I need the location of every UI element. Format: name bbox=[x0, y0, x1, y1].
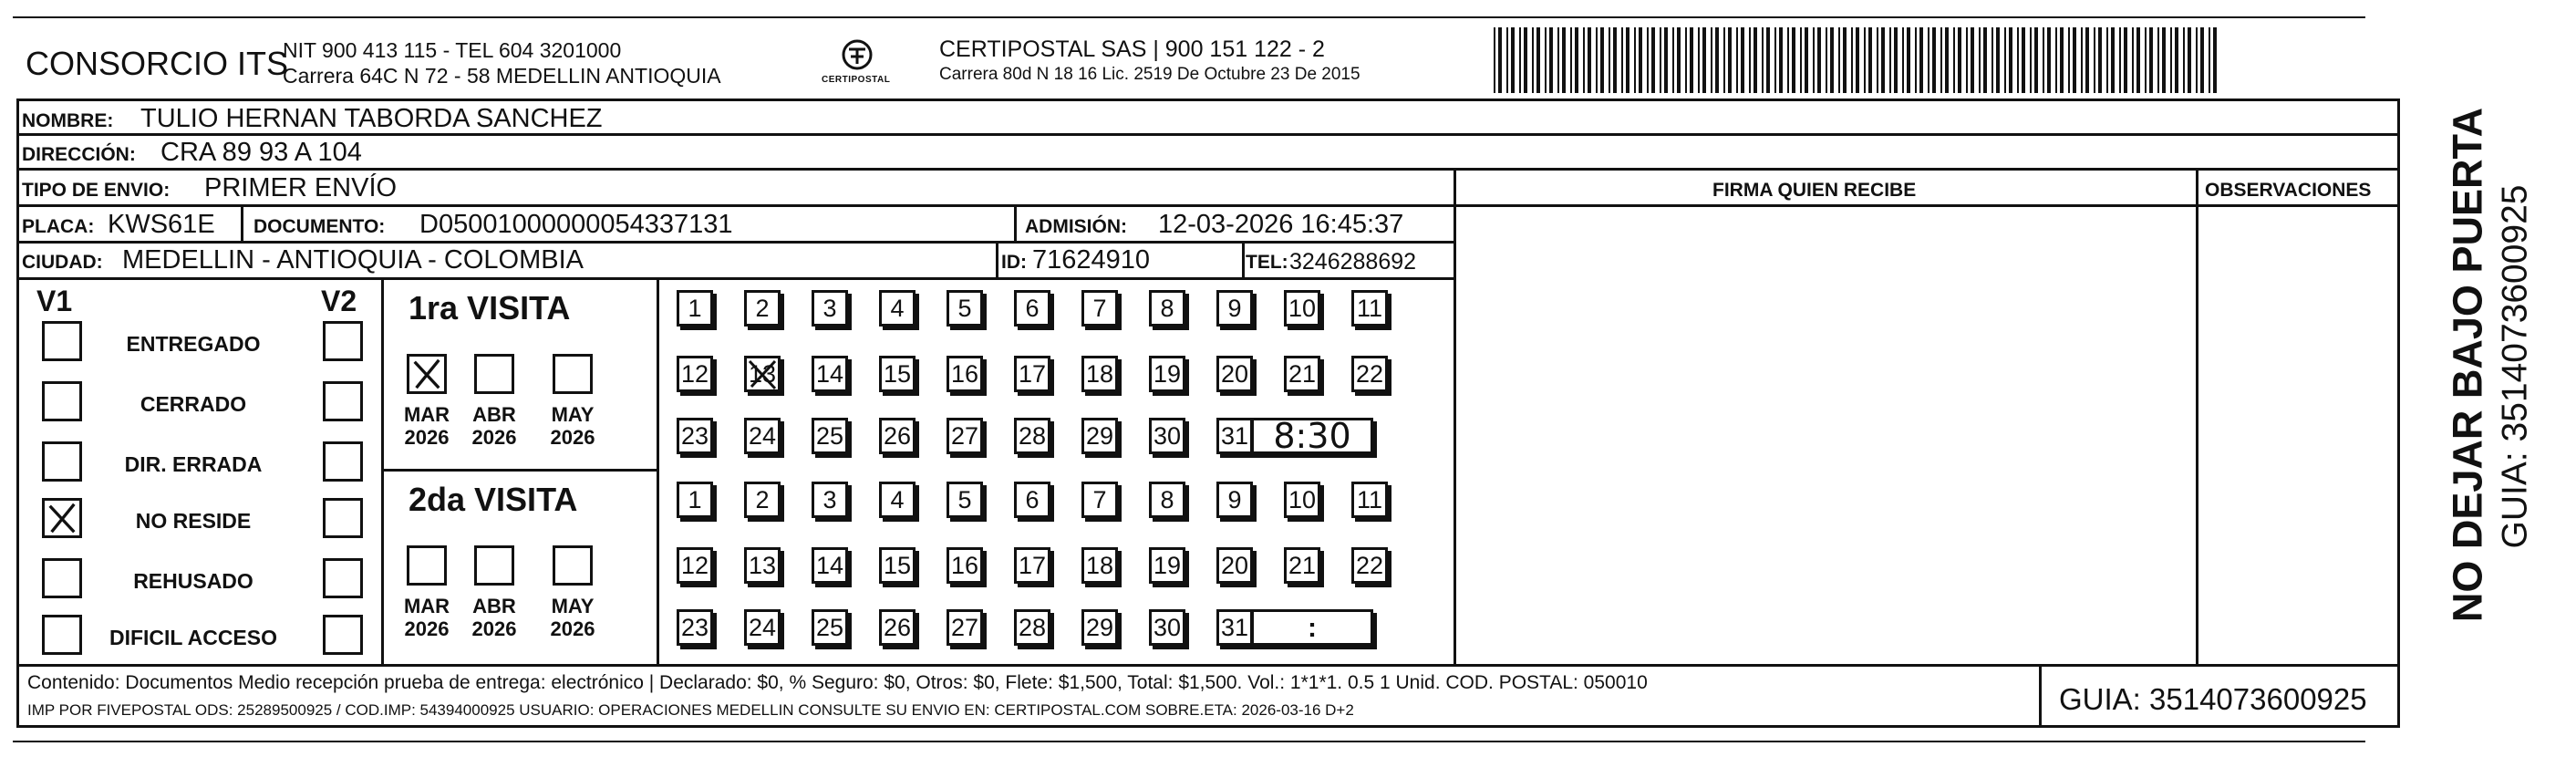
v2-header: V2 bbox=[321, 285, 357, 317]
footer-guia-divider bbox=[2039, 664, 2042, 728]
day-box[interactable]: 23 bbox=[677, 418, 713, 454]
day-box[interactable]: 6 bbox=[1014, 290, 1050, 327]
visit-title: 1ra VISITA bbox=[409, 289, 571, 327]
day-box[interactable]: 1 bbox=[677, 290, 713, 327]
day-box[interactable]: 16 bbox=[947, 356, 983, 392]
month-year: 2026 bbox=[404, 426, 450, 450]
barcode-bar bbox=[1524, 27, 1527, 93]
nombre-value: TULIO HERNAN TABORDA SANCHEZ bbox=[140, 104, 603, 133]
barcode-bar bbox=[1557, 27, 1559, 93]
barcode-bar bbox=[1690, 27, 1693, 93]
barcode-bar bbox=[1741, 27, 1744, 93]
barcode-bar bbox=[2183, 27, 2185, 93]
day-box[interactable]: 15 bbox=[879, 547, 916, 584]
barcode-bar bbox=[1570, 27, 1572, 93]
month-label bbox=[462, 403, 526, 450]
month-label bbox=[541, 595, 605, 641]
barcode-bar bbox=[1915, 27, 1917, 93]
admision-label: ADMISIÓN: bbox=[1025, 216, 1127, 237]
visit-title: 2da VISITA bbox=[409, 481, 578, 518]
day-box[interactable]: 27 bbox=[947, 609, 983, 646]
barcode-bar bbox=[1613, 27, 1617, 93]
placa-label: PLACA: bbox=[22, 216, 95, 237]
barcode-bar bbox=[1677, 27, 1681, 93]
month-year: 2026 bbox=[404, 617, 450, 641]
day-box[interactable]: 12 bbox=[677, 356, 713, 392]
day-box[interactable]: 19 bbox=[1149, 356, 1185, 392]
placa-value: KWS61E bbox=[108, 210, 215, 239]
rule-1 bbox=[16, 133, 2400, 136]
barcode-bar bbox=[1754, 27, 1757, 93]
day-box[interactable]: 2 bbox=[744, 482, 781, 518]
month-label bbox=[395, 595, 459, 641]
day-box[interactable]: 29 bbox=[1081, 418, 1118, 454]
barcode-bar bbox=[2124, 27, 2127, 93]
barcode-bar bbox=[2111, 27, 2115, 93]
barcode-bar bbox=[1877, 27, 1878, 93]
barcode-bar bbox=[2017, 27, 2019, 93]
barcode-bar bbox=[2209, 27, 2210, 93]
day-box[interactable]: 16 bbox=[947, 547, 983, 584]
barcode-bar bbox=[1919, 27, 1923, 93]
rule-5 bbox=[16, 277, 1455, 280]
id-label: ID: bbox=[1001, 252, 1027, 273]
day-box[interactable]: 20 bbox=[1216, 356, 1253, 392]
barcode-bar bbox=[1979, 27, 1981, 93]
v2-checkbox[interactable] bbox=[323, 441, 363, 482]
barcode-bar bbox=[1711, 27, 1712, 93]
tel-divider bbox=[1242, 241, 1245, 277]
barcode-bar bbox=[2004, 27, 2006, 93]
month-checkbox[interactable] bbox=[407, 545, 447, 586]
bottom-rule bbox=[13, 741, 2365, 742]
firma-header: FIRMA QUIEN RECIBE bbox=[1712, 180, 1917, 201]
day-box[interactable]: 4 bbox=[879, 482, 916, 518]
barcode-bar bbox=[1562, 27, 1566, 93]
day-box[interactable]: 28 bbox=[1014, 609, 1050, 646]
month-name: ABR bbox=[472, 403, 516, 426]
day-box[interactable]: 22 bbox=[1351, 547, 1388, 584]
day-box[interactable]: 1 bbox=[677, 482, 713, 518]
tipo-value: PRIMER ENVÍO bbox=[204, 173, 398, 202]
barcode-bar bbox=[1532, 27, 1534, 93]
barcode-bar bbox=[1817, 27, 1821, 93]
barcode-bar bbox=[2030, 27, 2032, 93]
barcode-bar bbox=[2034, 27, 2038, 93]
barcode-bar bbox=[1996, 27, 2000, 93]
month-name: MAY bbox=[551, 595, 595, 617]
barcode-bar bbox=[1519, 27, 1521, 93]
barcode-bar bbox=[1549, 27, 1553, 93]
id-value: 71624910 bbox=[1032, 245, 1151, 275]
barcode-bar bbox=[1660, 27, 1661, 93]
barcode-bar bbox=[1889, 27, 1891, 93]
company-name: CONSORCIO ITS bbox=[26, 45, 289, 82]
barcode-bar bbox=[1966, 27, 1968, 93]
barcode-bar bbox=[2132, 27, 2134, 93]
observaciones-header: OBSERVACIONES bbox=[2205, 180, 2372, 201]
barcode-bar bbox=[1702, 27, 1706, 93]
tel-value: 3246288692 bbox=[1289, 249, 1417, 275]
barcode-bar bbox=[1805, 27, 1808, 93]
day-box[interactable]: 15 bbox=[879, 356, 916, 392]
day-box[interactable]: 6 bbox=[1014, 482, 1050, 518]
day-box[interactable]: 12 bbox=[677, 547, 713, 584]
day-box[interactable]: 25 bbox=[812, 609, 848, 646]
barcode-bar bbox=[2136, 27, 2140, 93]
barcode-bar bbox=[2060, 27, 2064, 93]
day-box[interactable]: 25 bbox=[812, 418, 848, 454]
barcode-bar bbox=[1634, 27, 1636, 93]
obs-left-border bbox=[2196, 168, 2198, 664]
day-box[interactable]: 8 bbox=[1149, 482, 1185, 518]
barcode-bar bbox=[2213, 27, 2217, 93]
day-box[interactable]: 19 bbox=[1149, 547, 1185, 584]
day-box[interactable]: 21 bbox=[1284, 356, 1320, 392]
barcode-bar bbox=[1545, 27, 1547, 93]
certipostal-logo bbox=[816, 36, 898, 89]
status-label: CERRADO bbox=[140, 392, 247, 416]
barcode-bar bbox=[2009, 27, 2012, 93]
barcode-bar bbox=[1983, 27, 1987, 93]
v2-checkbox[interactable] bbox=[323, 615, 363, 655]
barcode-bar bbox=[2094, 27, 2095, 93]
time-box[interactable]: 8:30 bbox=[1251, 418, 1373, 454]
barcode-bar bbox=[2157, 27, 2159, 93]
day-box[interactable]: 30 bbox=[1149, 418, 1185, 454]
v1-header: V1 bbox=[36, 285, 73, 317]
barcode-bar bbox=[2047, 27, 2051, 93]
placa-divider bbox=[241, 204, 243, 241]
direccion-value: CRA 89 93 A 104 bbox=[160, 138, 362, 167]
day-box[interactable]: 11 bbox=[1351, 482, 1388, 518]
certipostal-address: Carrera 80d N 18 16 Lic. 2519 De Octubre 23 De 2015 bbox=[939, 65, 1360, 84]
status-label: ENTREGADO bbox=[126, 332, 261, 356]
barcode-bar bbox=[2200, 27, 2204, 93]
side-warning: NO DEJAR BAJO PUERTA bbox=[2444, 107, 2491, 623]
barcode-bar bbox=[2175, 27, 2178, 93]
day-box[interactable]: 26 bbox=[879, 418, 916, 454]
day-box[interactable]: 13 bbox=[744, 547, 781, 584]
v2-checkbox[interactable] bbox=[323, 381, 363, 421]
barcode-bar bbox=[1940, 27, 1942, 93]
month-label bbox=[395, 403, 459, 450]
barcode-bar bbox=[1971, 27, 1974, 93]
footer-imp: IMP POR FIVEPOSTAL ODS: 25289500925 / COD.IMP: 54394000925 USUARIO: OPERACIONES MEDELLIN CONSULTE SU ENVIO EN: CERTIPOSTAL.COM SOBRE.ETA: 2026-03-16 D+2 bbox=[27, 701, 1354, 719]
v1-checkbox[interactable] bbox=[42, 558, 82, 598]
barcode-bar bbox=[2162, 27, 2166, 93]
month-name: MAR bbox=[403, 403, 450, 426]
barcode-bar bbox=[1511, 27, 1515, 93]
direccion-label: DIRECCIÓN: bbox=[22, 144, 136, 165]
v2-checkbox[interactable] bbox=[323, 498, 363, 538]
barcode-bar bbox=[1651, 27, 1655, 93]
barcode-bar bbox=[1953, 27, 1955, 93]
barcode-bar bbox=[1672, 27, 1674, 93]
day-box[interactable]: 10 bbox=[1284, 290, 1320, 327]
day-mark bbox=[744, 356, 781, 392]
barcode-bar bbox=[2098, 27, 2102, 93]
day-box[interactable]: 22 bbox=[1351, 356, 1388, 392]
day-box[interactable]: 4 bbox=[879, 290, 916, 327]
admision-value: 12-03-2026 16:45:37 bbox=[1158, 210, 1404, 239]
logo-caption: CERTIPOSTAL bbox=[822, 75, 891, 85]
day-box[interactable]: 18 bbox=[1081, 547, 1118, 584]
barcode-bar bbox=[2055, 27, 2057, 93]
company-address: Carrera 64C N 72 - 58 MEDELLIN ANTIOQUIA bbox=[283, 64, 721, 88]
barcode-bar bbox=[1494, 27, 1495, 93]
ciudad-value: MEDELLIN - ANTIOQUIA - COLOMBIA bbox=[122, 245, 584, 275]
footer-guia: GUIA: 3514073600925 bbox=[2059, 682, 2367, 716]
barcode-bar bbox=[2119, 27, 2121, 93]
day-box[interactable]: 31 bbox=[1216, 418, 1253, 454]
barcode-bar bbox=[2022, 27, 2025, 93]
id-divider bbox=[996, 241, 998, 277]
barcode-bar bbox=[1698, 27, 1700, 93]
barcode-bar bbox=[1787, 27, 1789, 93]
v1-checkbox[interactable] bbox=[42, 381, 82, 421]
day-box[interactable]: 24 bbox=[744, 418, 781, 454]
barcode-bar bbox=[1762, 27, 1764, 93]
barcode-bar bbox=[2073, 27, 2076, 93]
ciudad-label: CIUDAD: bbox=[22, 252, 103, 273]
barcode-bar bbox=[1575, 27, 1578, 93]
day-box[interactable]: 14 bbox=[812, 547, 848, 584]
barcode-bar bbox=[1928, 27, 1929, 93]
month-year: 2026 bbox=[550, 617, 595, 641]
barcode-bar bbox=[1813, 27, 1815, 93]
v1-checkbox[interactable] bbox=[42, 498, 82, 538]
month-checkbox[interactable] bbox=[474, 354, 514, 394]
barcode-bar bbox=[1792, 27, 1795, 93]
tipo-label: TIPO DE ENVIO: bbox=[22, 180, 171, 201]
day-box[interactable]: 9 bbox=[1216, 290, 1253, 327]
barcode-bar bbox=[1723, 27, 1725, 93]
day-box[interactable]: 24 bbox=[744, 609, 781, 646]
barcode-bar bbox=[1536, 27, 1540, 93]
day-box[interactable]: 8 bbox=[1149, 290, 1185, 327]
day-box[interactable]: 17 bbox=[1014, 356, 1050, 392]
top-rule bbox=[13, 16, 2365, 18]
v1-checkbox[interactable] bbox=[42, 441, 82, 482]
day-box[interactable]: 14 bbox=[812, 356, 848, 392]
barcode-bar bbox=[2043, 27, 2044, 93]
day-box[interactable]: 7 bbox=[1081, 290, 1118, 327]
barcode-bar bbox=[2068, 27, 2070, 93]
day-box[interactable]: 28 bbox=[1014, 418, 1050, 454]
barcode-bar bbox=[1958, 27, 1961, 93]
v2-checkbox[interactable] bbox=[323, 321, 363, 361]
certipostal-line: CERTIPOSTAL SAS | 900 151 122 - 2 bbox=[939, 36, 1325, 62]
day-box[interactable]: 18 bbox=[1081, 356, 1118, 392]
barcode-bar bbox=[1932, 27, 1936, 93]
rule-2 bbox=[16, 168, 2400, 171]
day-box[interactable]: 31 bbox=[1216, 609, 1253, 646]
day-box[interactable]: 20 bbox=[1216, 547, 1253, 584]
barcode-bar bbox=[2081, 27, 2083, 93]
barcode-bar bbox=[1664, 27, 1668, 93]
documento-label: DOCUMENTO: bbox=[253, 216, 386, 237]
status-label: NO RESIDE bbox=[135, 509, 252, 533]
v2-checkbox[interactable] bbox=[323, 558, 363, 598]
barcode-bar bbox=[1685, 27, 1687, 93]
day-box[interactable]: 17 bbox=[1014, 547, 1050, 584]
month-checkbox[interactable] bbox=[553, 545, 593, 586]
barcode-bar bbox=[1715, 27, 1719, 93]
barcode-bar bbox=[1609, 27, 1610, 93]
barcode-bar bbox=[1945, 27, 1949, 93]
barcode-bar bbox=[1639, 27, 1642, 93]
barcode-bar bbox=[1621, 27, 1623, 93]
company-nit: NIT 900 413 115 - TEL 604 3201000 bbox=[283, 38, 622, 62]
visit-divider bbox=[381, 469, 658, 472]
status-label: REHUSADO bbox=[133, 569, 253, 593]
barcode-bar bbox=[1991, 27, 1993, 93]
barcode-bar bbox=[1868, 27, 1872, 93]
month-label bbox=[541, 403, 605, 450]
rule-footer bbox=[16, 664, 2400, 667]
footer-contenido: Contenido: Documentos Medio recepción prueba de entrega: electrónico | Declarado: $0, % Seguro: $0, Otros: $0, Flete: $1,500, Total: $1,500. Vol.: 1*1*1. 0.5 1 Unid. COD. POSTAL: 050010 bbox=[27, 672, 1648, 693]
barcode-bar bbox=[2145, 27, 2147, 93]
barcode-bar bbox=[1626, 27, 1629, 93]
barcode-bar bbox=[1864, 27, 1866, 93]
nombre-label: NOMBRE: bbox=[22, 110, 114, 131]
day-box[interactable]: 13 bbox=[744, 356, 781, 392]
v1-checkbox[interactable] bbox=[42, 615, 82, 655]
barcode-bar bbox=[1894, 27, 1898, 93]
barcode-bar bbox=[2196, 27, 2198, 93]
barcode-bar bbox=[1749, 27, 1751, 93]
barcode-bar bbox=[1583, 27, 1585, 93]
barcode-bar bbox=[1830, 27, 1834, 93]
rule-4 bbox=[16, 241, 1455, 244]
barcode-bar bbox=[2106, 27, 2108, 93]
day-box[interactable]: 26 bbox=[879, 609, 916, 646]
day-box[interactable]: 29 bbox=[1081, 609, 1118, 646]
v1-checkbox[interactable] bbox=[42, 321, 82, 361]
rule-3 bbox=[16, 204, 2400, 207]
month-checkbox[interactable] bbox=[407, 354, 447, 394]
barcode-bar bbox=[1851, 27, 1853, 93]
time-box[interactable]: : bbox=[1251, 609, 1373, 646]
barcode-bar bbox=[1779, 27, 1783, 93]
barcode-bar bbox=[1600, 27, 1604, 93]
barcode-bar bbox=[1498, 27, 1502, 93]
barcode-bar bbox=[1881, 27, 1885, 93]
admision-divider bbox=[1014, 204, 1017, 241]
day-box[interactable]: 27 bbox=[947, 418, 983, 454]
month-checkbox[interactable] bbox=[553, 354, 593, 394]
barcode-bar bbox=[1907, 27, 1910, 93]
documento-value: D050010000000543371​31 bbox=[419, 210, 733, 239]
month-label bbox=[462, 595, 526, 641]
barcode bbox=[1494, 27, 2223, 93]
barcode-bar bbox=[1647, 27, 1649, 93]
barcode-bar bbox=[2149, 27, 2153, 93]
barcode-bar bbox=[1826, 27, 1827, 93]
side-guia: GUIA: 3514073600925 bbox=[2495, 184, 2535, 549]
month-year: 2026 bbox=[471, 617, 517, 641]
months-divider bbox=[657, 277, 659, 664]
barcode-bar bbox=[1506, 27, 1508, 93]
barcode-bar bbox=[1728, 27, 1732, 93]
day-box[interactable]: 9 bbox=[1216, 482, 1253, 518]
month-year: 2026 bbox=[471, 426, 517, 450]
status-label: DIFICIL ACCESO bbox=[109, 626, 278, 649]
barcode-bar bbox=[1800, 27, 1802, 93]
month-name: MAR bbox=[403, 595, 450, 617]
day-box[interactable]: 23 bbox=[677, 609, 713, 646]
day-box[interactable]: 7 bbox=[1081, 482, 1118, 518]
day-box[interactable]: 21 bbox=[1284, 547, 1320, 584]
barcode-bar bbox=[1902, 27, 1904, 93]
day-box[interactable]: 11 bbox=[1351, 290, 1388, 327]
barcode-bar bbox=[1838, 27, 1840, 93]
day-box[interactable]: 3 bbox=[812, 290, 848, 327]
tel-label: TEL: bbox=[1246, 252, 1288, 273]
barcode-bar bbox=[1588, 27, 1591, 93]
barcode-bar bbox=[2085, 27, 2089, 93]
month-checkbox[interactable] bbox=[474, 545, 514, 586]
day-box[interactable]: 5 bbox=[947, 482, 983, 518]
day-box[interactable]: 2 bbox=[744, 290, 781, 327]
day-box[interactable]: 10 bbox=[1284, 482, 1320, 518]
barcode-bar bbox=[1856, 27, 1859, 93]
barcode-bar bbox=[1596, 27, 1598, 93]
day-box[interactable]: 30 bbox=[1149, 609, 1185, 646]
barcode-bar bbox=[2188, 27, 2191, 93]
barcode-bar bbox=[1766, 27, 1770, 93]
barcode-bar bbox=[2170, 27, 2172, 93]
day-box[interactable]: 5 bbox=[947, 290, 983, 327]
month-name: ABR bbox=[472, 595, 516, 617]
barcode-bar bbox=[1843, 27, 1847, 93]
barcode-bar bbox=[1736, 27, 1738, 93]
month-name: MAY bbox=[551, 403, 595, 426]
barcode-bar bbox=[1774, 27, 1776, 93]
day-box[interactable]: 3 bbox=[812, 482, 848, 518]
status-label: DIR. ERRADA bbox=[124, 452, 263, 476]
month-year: 2026 bbox=[550, 426, 595, 450]
